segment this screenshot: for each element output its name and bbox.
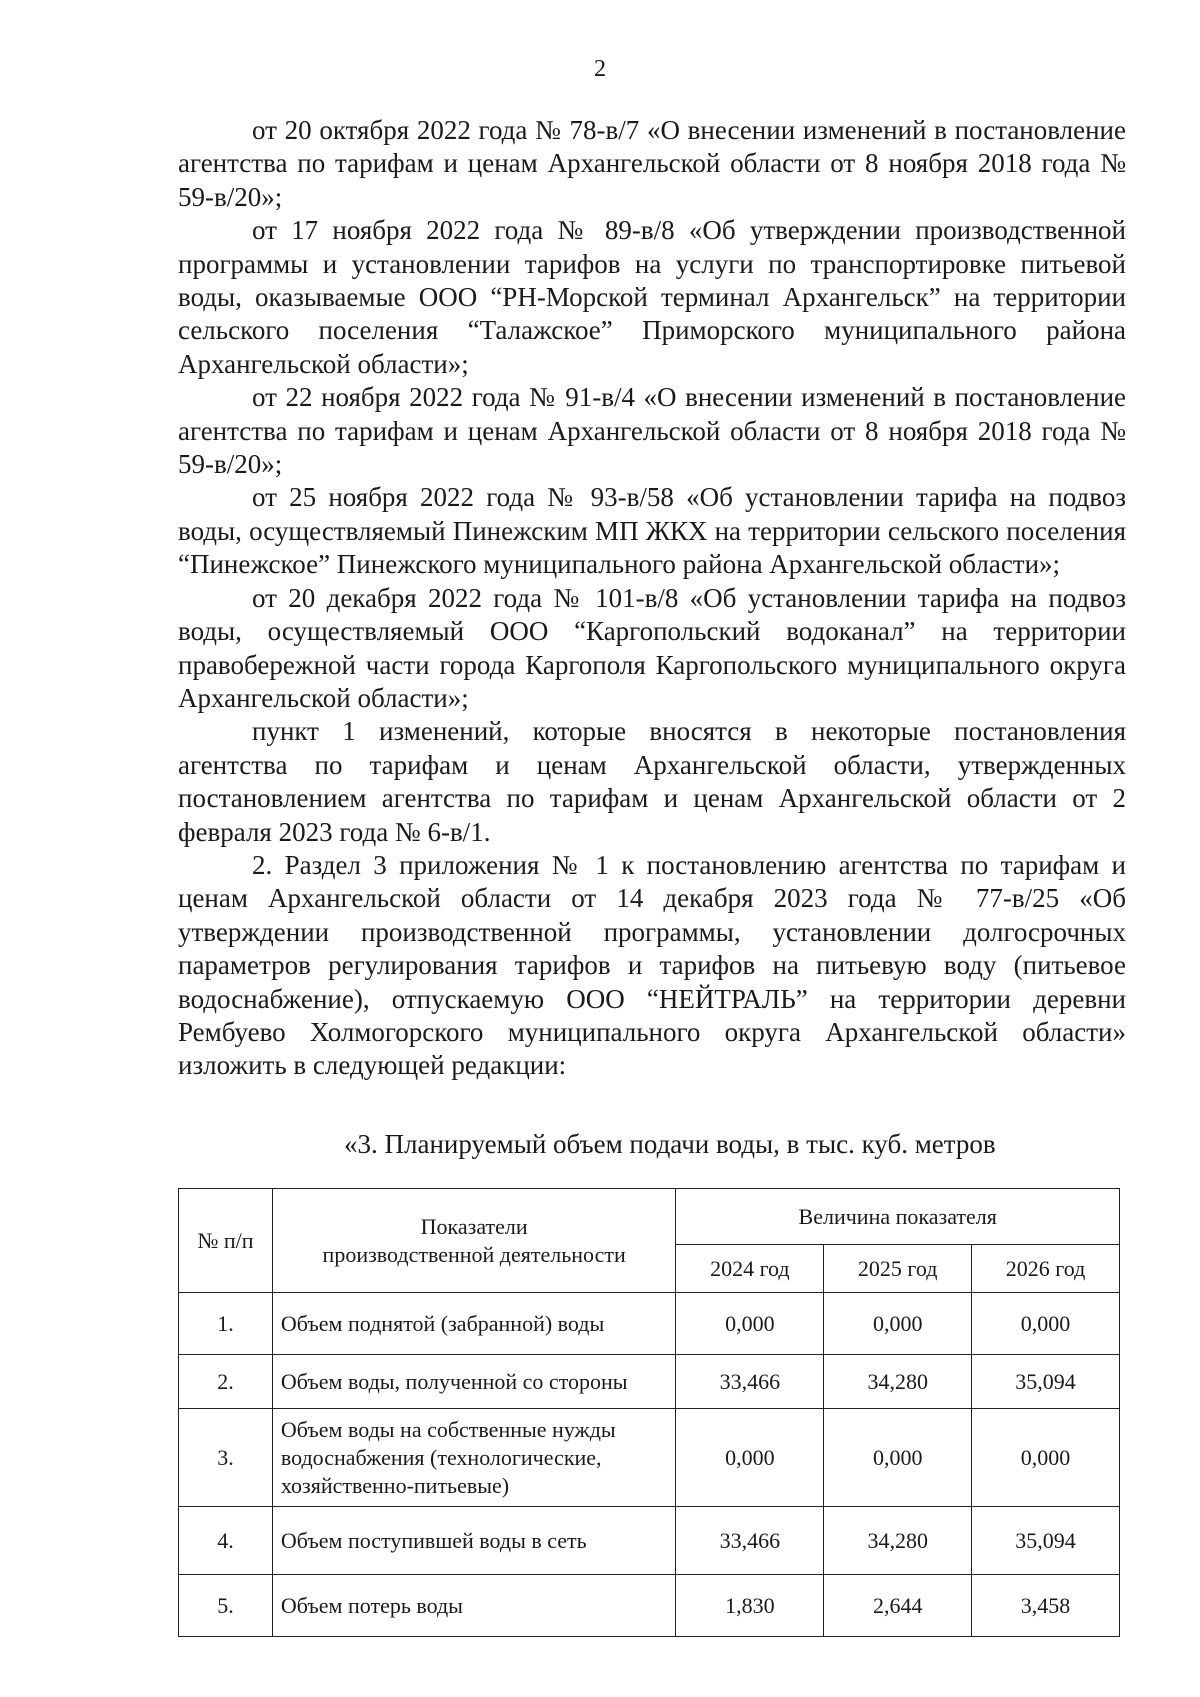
row-value-2026: 0,000 — [972, 1409, 1120, 1507]
table-row — [179, 1409, 1120, 1507]
paragraph-4: от 25 ноября 2022 года № 93-в/58 «Об установлении тарифа на подвоз воды, осуществляемый Пинежским МП ЖКХ на территории сельского поселения “Пинежское” Пинежского муниципального района Архангельской области»; — [178, 482, 1126, 580]
page-number: 2 — [594, 56, 606, 82]
row-number: 2. — [179, 1355, 273, 1409]
header-indicator-line2: производственной деятельности — [322, 1241, 626, 1267]
indicators-table — [178, 1188, 1120, 1637]
header-year-2024: 2024 год — [676, 1245, 824, 1293]
row-value-2026: 3,458 — [972, 1575, 1120, 1637]
row-value-2024: 0,000 — [676, 1293, 824, 1355]
row-indicator: Объем воды на собственные нужды водоснабжения (технологические, хозяйственно-питьевые) — [272, 1409, 676, 1507]
row-number: 5. — [179, 1575, 273, 1637]
paragraph-3: от 22 ноября 2022 года № 91-в/4 «О внесении изменений в постановление агентства по тарифам и ценам Архангельской области от 8 ноября 2018 года № 59-в/20»; — [178, 382, 1126, 480]
table-row — [179, 1293, 1120, 1355]
paragraph-5: от 20 декабря 2022 года № 101-в/8 «Об установлении тарифа на подвоз воды, осуществляемый ООО “Каргопольский водоканал” на территории правобережной части города Каргополя Каргопольского муниципального округа Архангельской области»; — [178, 582, 1126, 713]
row-value-2026: 0,000 — [972, 1293, 1120, 1355]
header-year-2026: 2026 год — [972, 1245, 1120, 1293]
row-number: 4. — [179, 1507, 273, 1575]
header-value-group: Величина показателя — [676, 1189, 1120, 1245]
paragraph-2: от 17 ноября 2022 года № 89-в/8 «Об утверждении производственной программы и установлении тарифов на услуги по транспортировке питьевой воды, оказываемые ООО “РН-Морской терминал Архангельск” на территории сельского поселения “Талажское” Приморского муниципального района Архангельской области»; — [178, 215, 1126, 379]
row-number: 3. — [179, 1409, 273, 1507]
header-indicator — [272, 1189, 676, 1293]
row-value-2024: 1,830 — [676, 1575, 824, 1637]
row-value-2024: 0,000 — [676, 1409, 824, 1507]
row-value-2025: 34,280 — [824, 1355, 972, 1409]
header-num: № п/п — [179, 1189, 273, 1293]
row-value-2024: 33,466 — [676, 1355, 824, 1409]
row-value-2025: 0,000 — [824, 1409, 972, 1507]
table-row — [179, 1507, 1120, 1575]
paragraph-6: пункт 1 изменений, которые вносятся в некоторые постановления агентства по тарифам и ценам Архангельской области, утвержденных постановлением агентства по тарифам и ценам Архангельской области от 2 февраля 2023 года № 6-в/1. — [178, 716, 1126, 847]
table-row — [179, 1575, 1120, 1637]
table-row — [179, 1355, 1120, 1409]
row-number: 1. — [179, 1293, 273, 1355]
row-value-2025: 0,000 — [824, 1293, 972, 1355]
row-value-2026: 35,094 — [972, 1355, 1120, 1409]
paragraph-1: от 20 октября 2022 года № 78-в/7 «О внесении изменений в постановление агентства по тарифам и ценам Архангельской области от 8 ноября 2018 года № 59-в/20»; — [178, 115, 1126, 212]
row-value-2025: 2,644 — [824, 1575, 972, 1637]
paragraph-7: 2. Раздел 3 приложения № 1 к постановлению агентства по тарифам и ценам Архангельской области от 14 декабря 2023 года № 77-в/25 «Об утверждении производственной программы, установлении долгосрочных параметров регулирования тарифов и тарифов на питьевую воду (питьевое водоснабжение), отпускаемую ООО “НЕЙТРАЛЬ” на территории деревни Рембуево Холмогорского муниципального округа Архангельской области» изложить в следующей редакции: — [178, 849, 1126, 1081]
row-value-2025: 34,280 — [824, 1507, 972, 1575]
row-indicator: Объем поднятой (забранной) воды — [272, 1293, 676, 1355]
row-indicator: Объем поступившей воды в сеть — [272, 1507, 676, 1575]
header-year-2025: 2025 год — [824, 1245, 972, 1293]
table-title: «3. Планируемый объем подачи воды, в тыс. куб. метров — [344, 1129, 996, 1159]
row-value-2026: 35,094 — [972, 1507, 1120, 1575]
document-body — [178, 114, 1126, 1083]
header-indicator-line1: Показатели — [420, 1213, 528, 1239]
row-indicator: Объем воды, полученной со стороны — [272, 1355, 676, 1409]
row-value-2024: 33,466 — [676, 1507, 824, 1575]
row-indicator: Объем потерь воды — [272, 1575, 676, 1637]
